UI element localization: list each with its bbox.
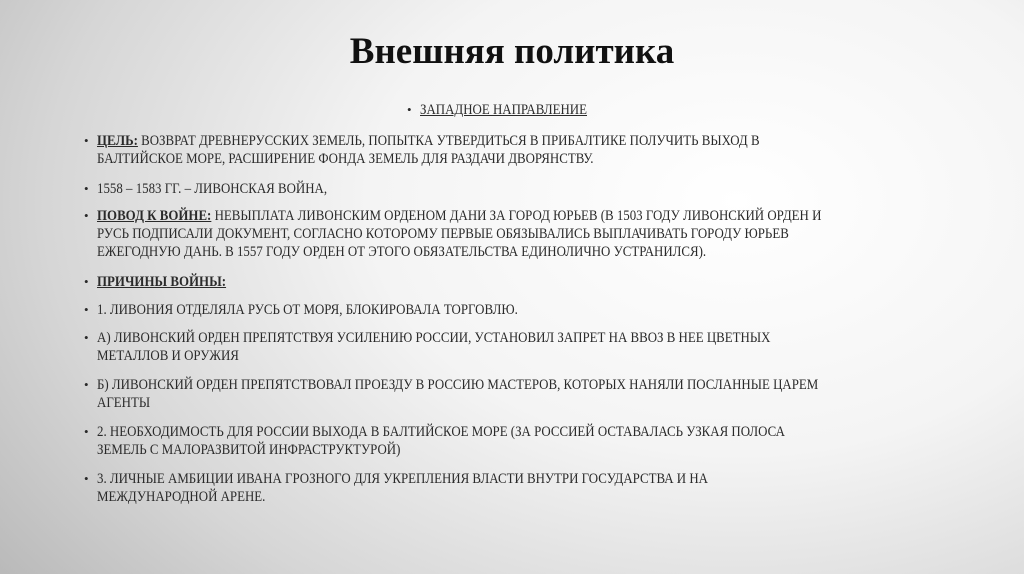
item-text: ВОЗВРАТ ДРЕВНЕРУССКИХ ЗЕМЕЛЬ, ПОПЫТКА УТВЕРДИТЬСЯ В ПРИБАЛТИКЕ ПОЛУЧИТЬ ВЫХОД В bbox=[141, 133, 760, 149]
item-text: МЕЖДУНАРОДНОЙ АРЕНЕ. bbox=[97, 489, 266, 505]
item-line bbox=[97, 470, 708, 488]
subtitle: ЗАПАДНОЕ НАПРАВЛЕНИЕ bbox=[420, 102, 588, 118]
item-label: ПОВОД К ВОЙНЕ: bbox=[97, 208, 212, 224]
item-line bbox=[97, 225, 821, 243]
item-line bbox=[97, 376, 818, 394]
item-line bbox=[97, 394, 818, 412]
bullet-icon: • bbox=[84, 424, 89, 439]
item-line bbox=[97, 207, 821, 225]
item-line bbox=[97, 441, 785, 459]
slide-title: Внешняя политика bbox=[349, 31, 675, 72]
bullet-icon: • bbox=[84, 471, 89, 486]
item-text: НЕВЫПЛАТА ЛИВОНСКИМ ОРДЕНОМ ДАНИ ЗА ГОРОД ЮРЬЕВ (В 1503 ГОДУ ЛИВОНСКИЙ ОРДЕН И bbox=[214, 208, 822, 224]
bullet-icon: • bbox=[84, 181, 89, 196]
item-line bbox=[97, 273, 226, 291]
bullet-icon: • bbox=[407, 102, 412, 117]
bullet-icon: • bbox=[84, 377, 89, 392]
item-line bbox=[97, 150, 760, 168]
item-text: 1558 – 1583 ГГ. – ЛИВОНСКАЯ ВОЙНА, bbox=[97, 181, 328, 197]
item-line bbox=[97, 301, 518, 319]
item-text: РУСЬ ПОДПИСАЛИ ДОКУМЕНТ, СОГЛАСНО КОТОРОМУ ПЕРВЫЕ ОБЯЗЫВАЛИСЬ ВЫПЛАЧИВАТЬ ГОРОДУ ЮРЬЕВ bbox=[97, 226, 789, 242]
item-text: БАЛТИЙСКОЕ МОРЕ, РАСШИРЕНИЕ ФОНДА ЗЕМЕЛЬ ДЛЯ РАЗДАЧИ ДВОРЯНСТВУ. bbox=[97, 151, 594, 167]
item-text: Б) ЛИВОНСКИЙ ОРДЕН ПРЕПЯТСТВОВАЛ ПРОЕЗДУ В РОССИЮ МАСТЕРОВ, КОТОРЫХ НАНЯЛИ ПОСЛАННЫЕ ЦАРЕМ bbox=[97, 377, 819, 393]
item-text: АГЕНТЫ bbox=[97, 395, 151, 411]
bullet-icon: • bbox=[84, 208, 89, 223]
item-text: ЕЖЕГОДНУЮ ДАНЬ. В 1557 ГОДУ ОРДЕН ОТ ЭТОГО ОБЯЗАТЕЛЬСТВА ЕДИНОЛИЧНО УСТРАНИЛСЯ). bbox=[97, 244, 707, 260]
item-text: А) ЛИВОНСКИЙ ОРДЕН ПРЕПЯТСТВУЯ УСИЛЕНИЮ РОССИИ, УСТАНОВИЛ ЗАПРЕТ НА ВВОЗ В НЕЕ ЦВЕТНЫХ bbox=[97, 330, 771, 346]
item-text: 2. НЕОБХОДИМОСТЬ ДЛЯ РОССИИ ВЫХОДА В БАЛТИЙСКОЕ МОРЕ (ЗА РОССИЕЙ ОСТАВАЛАСЬ УЗКАЯ ПОЛОСА bbox=[97, 424, 785, 440]
bullet-icon: • bbox=[84, 133, 89, 148]
item-line bbox=[97, 488, 708, 506]
item-line bbox=[97, 423, 785, 441]
item-label: ПРИЧИНЫ ВОЙНЫ: bbox=[97, 274, 227, 290]
item-text: МЕТАЛЛОВ И ОРУЖИЯ bbox=[97, 348, 239, 364]
bullet-icon: • bbox=[84, 302, 89, 317]
bullet-icon: • bbox=[84, 330, 89, 345]
item-line bbox=[97, 347, 770, 365]
item-text: ЗЕМЕЛЬ С МАЛОРАЗВИТОЙ ИНФРАСТРУКТУРОЙ) bbox=[97, 442, 401, 458]
item-line bbox=[97, 132, 760, 150]
item-text: 1. ЛИВОНИЯ ОТДЕЛЯЛА РУСЬ ОТ МОРЯ, БЛОКИРОВАЛА ТОРГОВЛЮ. bbox=[97, 302, 518, 318]
item-line bbox=[97, 329, 770, 347]
item-text: 3. ЛИЧНЫЕ АМБИЦИИ ИВАНА ГРОЗНОГО ДЛЯ УКРЕПЛЕНИЯ ВЛАСТИ ВНУТРИ ГОСУДАРСТВА И НА bbox=[97, 471, 708, 487]
bullet-icon: • bbox=[84, 274, 89, 289]
item-label: ЦЕЛЬ: bbox=[97, 133, 138, 149]
item-line bbox=[97, 180, 327, 198]
item-line bbox=[97, 243, 821, 261]
